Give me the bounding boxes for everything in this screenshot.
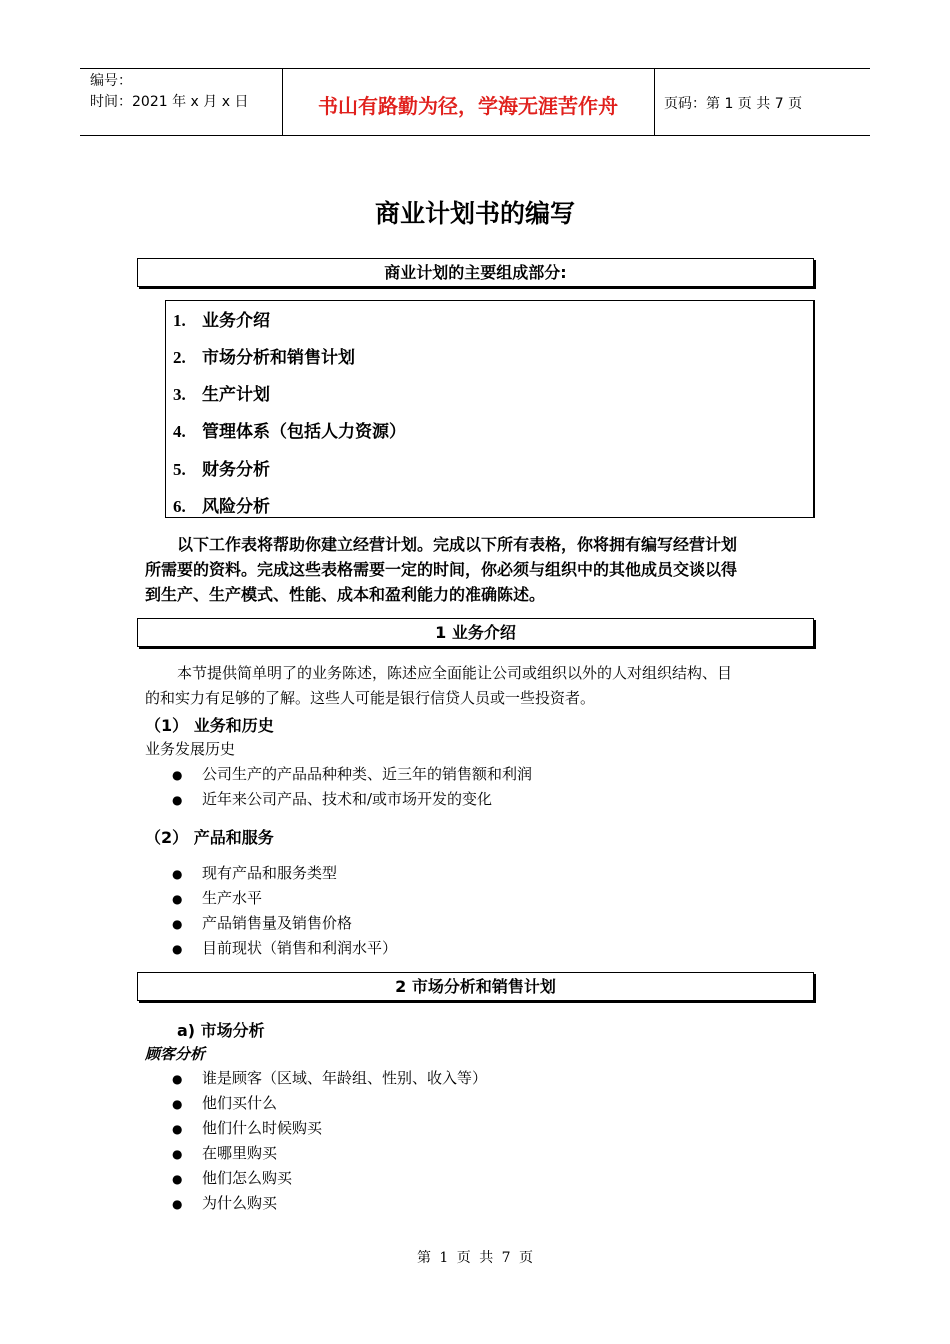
page-title: 商业计划书的编写: [374, 199, 575, 228]
bullet-icon: ●: [172, 793, 183, 807]
section1-description: 本节提供简单明了的业务陈述，陈述应全面能让公司或组织以外的人对组织结构、目 的和实力有足够的了解。这些人可能是银行信贷人员或一些投资者。: [145, 664, 733, 707]
bullet-icon: ●: [172, 1072, 183, 1086]
intro-paragraph: 以下工作表将帮助你建立经营计划。完成以下所有表格，你将拥有编写经营计划 所需要的资料。完成这些表格需要一定的时间，你必须与组织中的其他成员交谈以得 到生产、生产模式、性能、成本和盈利能力的准确陈述。: [145, 535, 738, 604]
list-item: 6. 风险分析: [173, 497, 270, 517]
bullet-icon: ●: [172, 1097, 183, 1111]
page-footer: 第 1 页 共 7 页: [416, 1250, 534, 1266]
list-item: ● 谁是顾客（区域、年龄组、性别、收入等）: [172, 1069, 488, 1087]
list-item: 2. 市场分析和销售计划: [173, 348, 355, 368]
list-item: ● 为什么购买: [172, 1194, 278, 1212]
list-item: 5. 财务分析: [173, 460, 270, 480]
list-item: ● 近年来公司产品、技术和/或市场开发的变化: [172, 790, 493, 808]
bullet-icon: ●: [172, 917, 183, 931]
components-list: [165, 300, 815, 518]
components-heading: 商业计划的主要组成部分:: [137, 258, 814, 287]
bullet-icon: ●: [172, 867, 183, 881]
section-heading: 2 市场分析和销售计划: [137, 972, 814, 1001]
bullet-icon: ●: [172, 892, 183, 906]
customer-analysis-label: 顾客分析: [145, 1045, 206, 1063]
list-item: ● 生产水平: [172, 889, 263, 907]
list-item: ● 公司生产的产品品种种类、近三年的销售额和利润: [172, 765, 533, 783]
list-item: 3. 生产计划: [173, 385, 270, 405]
list-item: ● 他们什么时候购买: [172, 1119, 323, 1137]
motto: 书山有路勤为径，学海无涯苦作舟: [318, 94, 618, 118]
bullet-icon: ●: [172, 768, 183, 782]
bullet-icon: ●: [172, 1197, 183, 1211]
section-heading: 1 业务介绍: [137, 618, 814, 647]
header-bottom-rule: [80, 135, 870, 136]
subsection-label: 业务发展历史: [145, 740, 236, 758]
bullet-icon: ●: [172, 1172, 183, 1186]
list-item: ● 他们怎么购买: [172, 1169, 293, 1187]
bullet-icon: ●: [172, 1147, 183, 1161]
list-item: 1. 业务介绍: [173, 311, 270, 331]
subsection-heading: a) 市场分析: [177, 1021, 265, 1040]
time-label: 时间：2021 年 x 月 x 日: [90, 94, 249, 110]
list-item: ● 他们买什么: [172, 1094, 278, 1112]
header-meta: [90, 71, 248, 113]
bullet-icon: ●: [172, 1122, 183, 1136]
list-item: ● 现有产品和服务类型: [172, 864, 338, 882]
list-item: ● 在哪里购买: [172, 1144, 278, 1162]
number-label: 编号：: [90, 73, 132, 89]
list-item: ● 产品销售量及销售价格: [172, 914, 353, 932]
subsection-heading: （2） 产品和服务: [145, 828, 274, 847]
header-top-rule: [80, 68, 870, 69]
subsection-heading: （1） 业务和历史: [145, 716, 274, 735]
list-item: ● 目前现状（销售和利润水平）: [172, 939, 398, 957]
bullet-icon: ●: [172, 942, 183, 956]
list-item: 4. 管理体系（包括人力资源）: [173, 422, 406, 442]
header-divider: [654, 68, 655, 135]
page-info: 页码：第 1 页 共 7 页: [664, 96, 803, 112]
